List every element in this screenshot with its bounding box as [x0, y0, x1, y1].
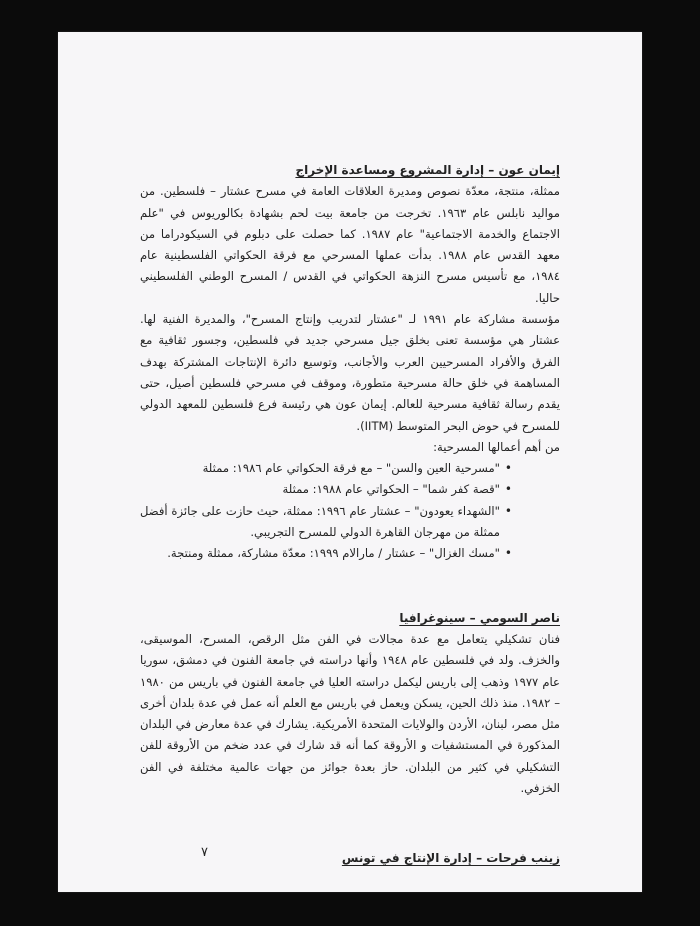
page-number: ٧: [201, 845, 208, 860]
list-item: • "مسك الغزال" – عشتار / مارالام ١٩٩٩: معدّة مشاركة، ممثلة ومنتجة.: [140, 543, 512, 564]
page-content: [140, 160, 560, 870]
section-heading: زينب فرحات – إدارة الإنتاج في تونس: [341, 851, 560, 866]
bio-paragraph: فنان تشكيلي يتعامل مع عدة مجالات في الفن مثل الرقص، المسرح، الموسيقى، والخزف. ولد في فلسطين عام ١٩٤٨ وأنها دراسته في جامعة الفنون في دمشق، سوريا عام ١٩٧٧ وذهب إلى باريس ليكمل دراسته العليا في جامعة الفنون في باريس من ١٩٨٠ – ١٩٨٢. منذ ذلك الحين، يسكن ويعمل في باريس مع العلم أنه عمل في عدة بلدان أخرى مثل مصر، لبنان، الأردن والولايات المتحدة الأمريكية. يشارك في عدة معارض في البلدان المذكورة في المستشفيات و الأروقة كما أنه قد شارك في عدد ضخم من الأروقة للفن التشكيلي في كثير من البلدان. حاز بعدة جوائز من جهات عالمية مختلفة في الفن الخزفي.: [140, 631, 560, 796]
list-item: • "قصة كفر شما" – الحكواتي عام ١٩٨٨: ممثلة: [140, 479, 512, 500]
section-nasser-soumi: [140, 608, 560, 800]
works-list: [140, 458, 560, 564]
paper-sheet: [58, 32, 642, 892]
section-heading: إيمان عون – إدارة المشروع ومساعدة الإخراج: [295, 163, 560, 177]
bio-paragraph: ممثلة، منتجة، معدّة نصوص ومديرة العلاقات العامة في مسرح عشتار – فلسطين. من مواليد نابلس عام ١٩٦٣. تخرجت من جامعة بيت لحم بشهادة بكالوريوس في "علم الاجتماع والخدمة الاجتماعية" عام ١٩٨٧. كما حصلت على دبلوم في السيكودراما من معهد القدس عام ١٩٨٨. بدأت عملها المسرحي مع فرقة الحكواتي الفلسطينية عام ١٩٨٤، مع تأسيس مسرح النزهة الحكواتي في القدس / المسرح الوطني الفلسطيني حاليا.: [140, 184, 561, 305]
section-heading: ناصر السومي – سينوغرافيا: [399, 610, 560, 625]
ashtar-paragraph: مؤسسة مشاركة عام ١٩٩١ لـ "عشتار لتدريب وإنتاج المسرح"، والمديرة الفنية لها. عشتار هي مؤسسة تعنى بخلق جيل مسرحي جديد في فلسطين، وجسور ثقافية مع الفرق والأفراد المسرحيين العرب والأجانب، وتوسيع دائرة الإنتاجات المشتركة بهدف المساهمة في خلق حالة مسرحية متطورة، وموقف في مسرحي فلسطين أصيل، حتى يقدم رسالة ثقافية مسرحية للعالم. إيمان عون هي رئيسة فرع فلسطين للمعهد الدولي للمسرح في حوض البحر المتوسط (IITM).: [140, 312, 560, 433]
works-intro: من أهم أعمالها المسرحية:: [433, 439, 560, 454]
list-item: • "الشهداء يعودون" – عشتار عام ١٩٩٦: ممثلة، حيث حازت على جائزة أفضل ممثلة من مهرجان القاهرة الدولي للمسرح التجريبي.: [140, 501, 512, 544]
list-item: • "مسرحية العين والسن" – مع فرقة الحكواتي عام ١٩٨٦: ممثلة: [140, 458, 512, 479]
section-iman-aoun: [140, 160, 560, 565]
